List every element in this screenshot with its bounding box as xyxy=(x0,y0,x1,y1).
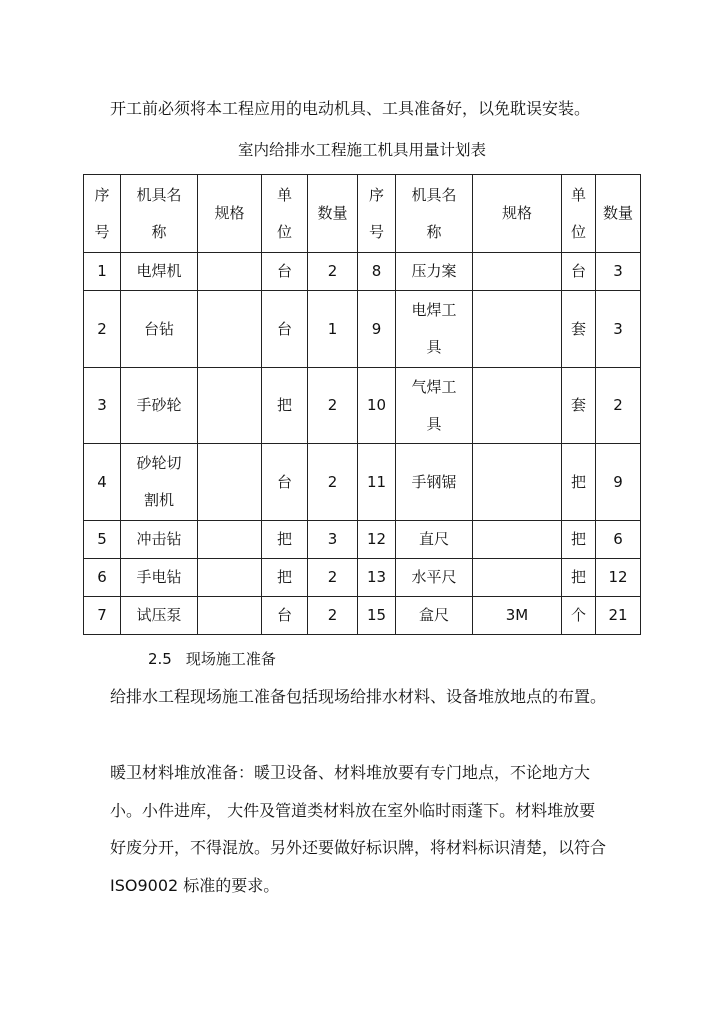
table-cell: 15 xyxy=(358,597,396,635)
table-cell: 3 xyxy=(596,291,641,368)
header-cell: 规格 xyxy=(473,175,562,253)
table-cell xyxy=(198,597,262,635)
table-cell: 12 xyxy=(358,521,396,559)
table-cell xyxy=(473,559,562,597)
table-cell: 水平尺 xyxy=(396,559,473,597)
header-cell: 数量 xyxy=(308,175,358,253)
table-cell: 把 xyxy=(262,559,308,597)
table-cell: 2 xyxy=(596,368,641,444)
table-cell: 盒尺 xyxy=(396,597,473,635)
table-cell xyxy=(473,368,562,444)
table-cell xyxy=(198,559,262,597)
table-cell: 21 xyxy=(596,597,641,635)
table-cell: 手钢锯 xyxy=(396,444,473,521)
table-cell xyxy=(473,291,562,368)
table-cell xyxy=(473,253,562,291)
table-header-row xyxy=(84,175,641,253)
table-row xyxy=(84,521,641,559)
table-row xyxy=(84,368,641,444)
header-cell: 规格 xyxy=(198,175,262,253)
table-cell: 冲击钻 xyxy=(121,521,198,559)
table-row xyxy=(84,444,641,521)
table-cell: 台 xyxy=(262,597,308,635)
table-cell: 2 xyxy=(308,368,358,444)
table-cell: 套 xyxy=(562,291,596,368)
table-cell: 直尺 xyxy=(396,521,473,559)
table-cell: 3M xyxy=(473,597,562,635)
table-cell: 2 xyxy=(308,253,358,291)
body-paragraph: 给排水工程现场施工准备包括现场给排水材料、设备堆放地点的布置。 xyxy=(110,687,607,706)
section-number: 2.5 xyxy=(148,650,172,668)
table-cell: 3 xyxy=(308,521,358,559)
table-cell xyxy=(198,521,262,559)
table-cell xyxy=(473,521,562,559)
table-row xyxy=(84,253,641,291)
table-cell: 4 xyxy=(84,444,121,521)
table-cell: 台钻 xyxy=(121,291,198,368)
header-cell: 单位 xyxy=(262,175,308,253)
table-cell: 9 xyxy=(596,444,641,521)
table-cell: 9 xyxy=(358,291,396,368)
table-cell: 11 xyxy=(358,444,396,521)
table-cell: 3 xyxy=(84,368,121,444)
table-cell: 试压泵 xyxy=(121,597,198,635)
table-row xyxy=(84,597,641,635)
table-cell xyxy=(198,291,262,368)
table-cell: 6 xyxy=(84,559,121,597)
table-cell: 套 xyxy=(562,368,596,444)
table-cell: 10 xyxy=(358,368,396,444)
table-cell: 1 xyxy=(308,291,358,368)
table-cell: 2 xyxy=(308,597,358,635)
table-cell: 1 xyxy=(84,253,121,291)
table-cell xyxy=(198,444,262,521)
body-paragraph: 暖卫材料堆放准备：暖卫设备、材料堆放要有专门地点，不论地方大小。小件进库， 大件及管道类材料放在室外临时雨蓬下。材料堆放要好废分开，不得混放。另外还要做好标识牌，将材料标识清楚，以符合 ISO9002 标准的要求。 xyxy=(110,763,607,895)
table-cell: 压力案 xyxy=(396,253,473,291)
table-cell: 电焊机 xyxy=(121,253,198,291)
table-cell: 砂轮切割机 xyxy=(121,444,198,521)
table-cell: 6 xyxy=(596,521,641,559)
table-cell: 2 xyxy=(84,291,121,368)
table-cell: 个 xyxy=(562,597,596,635)
table-cell: 把 xyxy=(562,559,596,597)
intro-paragraph: 开工前必须将本工程应用的电动机具、工具准备好，以免耽误安装。 xyxy=(110,99,591,118)
section-title: 现场施工准备 xyxy=(185,650,276,668)
table-cell: 电焊工具 xyxy=(396,291,473,368)
header-cell: 序号 xyxy=(84,175,121,253)
table-row xyxy=(84,291,641,368)
table-cell: 把 xyxy=(262,521,308,559)
header-cell: 机具名称 xyxy=(121,175,198,253)
table-cell: 8 xyxy=(358,253,396,291)
header-cell: 机具名称 xyxy=(396,175,473,253)
header-cell: 序号 xyxy=(358,175,396,253)
table-row xyxy=(84,559,641,597)
table-cell: 2 xyxy=(308,444,358,521)
table-cell: 3 xyxy=(596,253,641,291)
table-cell xyxy=(473,444,562,521)
table-cell: 台 xyxy=(262,444,308,521)
table-cell: 12 xyxy=(596,559,641,597)
table-cell: 气焊工具 xyxy=(396,368,473,444)
equipment-plan-table xyxy=(83,174,641,635)
table-cell: 台 xyxy=(562,253,596,291)
table-cell: 把 xyxy=(262,368,308,444)
table-cell xyxy=(198,368,262,444)
table-cell: 2 xyxy=(308,559,358,597)
table-cell xyxy=(198,253,262,291)
table-cell: 5 xyxy=(84,521,121,559)
table-cell: 把 xyxy=(562,521,596,559)
table-cell: 手砂轮 xyxy=(121,368,198,444)
table-cell: 7 xyxy=(84,597,121,635)
table-cell: 把 xyxy=(562,444,596,521)
header-cell: 单位 xyxy=(562,175,596,253)
table-cell: 13 xyxy=(358,559,396,597)
header-cell: 数量 xyxy=(596,175,641,253)
table-cell: 台 xyxy=(262,291,308,368)
table-cell: 台 xyxy=(262,253,308,291)
section-heading xyxy=(148,648,276,669)
table-title: 室内给排水工程施工机具用量计划表 xyxy=(237,141,486,159)
table-cell: 手电钻 xyxy=(121,559,198,597)
